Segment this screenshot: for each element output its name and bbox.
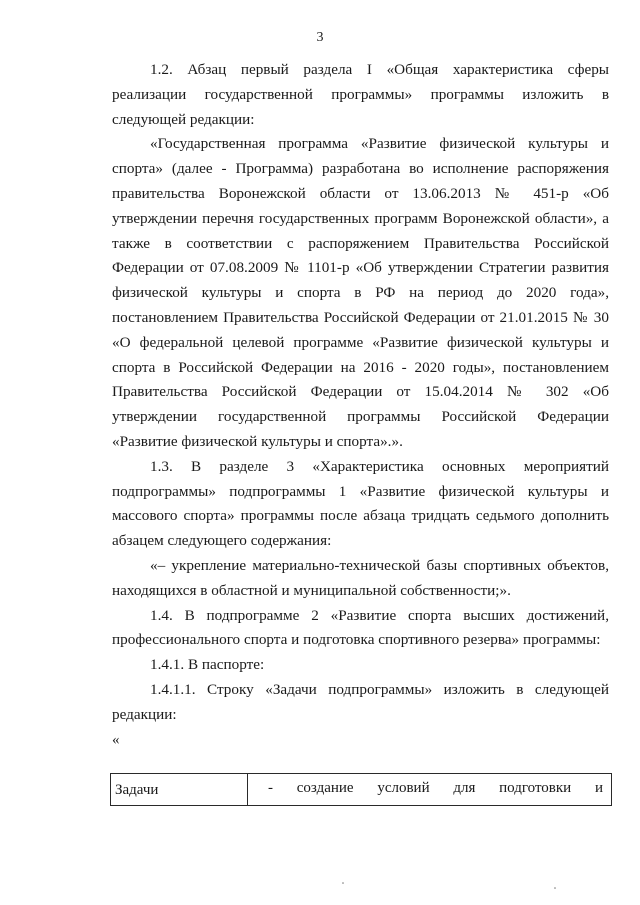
paragraph-program-description: «Государственная программа «Развитие физической культуры и спорта» (далее - Программа) разработана во исполнение распоряжения правительства Воронежской области от 13.06.2013 № 451-р «Об утверждении перечня государственных программ Воронежской области», а также в соответствии с распоряжением Правительства Российской Федерации от 07.08.2009 № 1101-р «Об утверждении Стратегии развития физической культуры и спорта в РФ на период до 2020 года», постановлением Правительства Российской Федерации от 21.01.2015 № 30 «О федеральной целевой программе «Развитие физической культуры и спорта в Российской Федерации на 2016 - 2020 годы», постановлением Правительства Российской Федерации от 15.04.2014 № 302 «Об утверждении государственной программы Российской Федерации «Развитие физической культуры и спорта».». <box>112 135 609 450</box>
paragraph-1-3: 1.3. В разделе 3 «Характеристика основных мероприятий подпрограммы» подпрограммы 1 «Развитие физической культуры и массового спорта» программы после абзаца тридцать седьмого дополнить абзацем следующего содержания: <box>112 457 609 550</box>
paragraph-1-4: 1.4. В подпрограмме 2 «Развитие спорта высших достижений, профессионального спорта и подготовка спортивного резерва» программы: <box>112 606 609 649</box>
document-body <box>112 58 609 752</box>
paragraph-1-4-1-1: 1.4.1.1. Строку «Задачи подпрограммы» изложить в следующей редакции: <box>112 680 609 723</box>
table-open-quote: « <box>112 731 120 748</box>
passport-table-row <box>110 773 612 806</box>
paragraph-addition: «– укрепление материально-технической базы спортивных объектов, находящихся в областной и муниципальной собственности;». <box>112 556 609 599</box>
paragraph-1-2: 1.2. Абзац первый раздела I «Общая характеристика сферы реализации государственной программы» программы изложить в следующей редакции: <box>112 61 609 128</box>
table-cell-label: Задачи <box>111 774 248 805</box>
paragraph-1-4-1: 1.4.1. В паспорте: <box>150 656 265 674</box>
page-number: 3 <box>316 30 324 45</box>
table-cell-value: - создание условий для подготовки и <box>268 780 603 796</box>
